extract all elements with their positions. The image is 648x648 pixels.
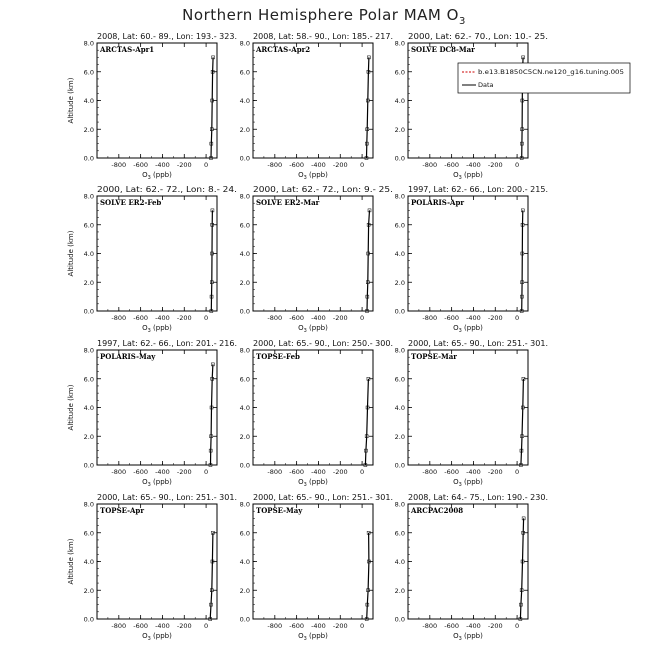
x-tick-label: -800 — [111, 622, 127, 630]
plot-frame — [253, 43, 373, 158]
panel-header: 1997, Lat: 62.- 66., Lon: 200.- 215. — [408, 185, 548, 194]
panel-12 — [395, 493, 548, 642]
y-axis-label: Altitude (km) — [67, 77, 75, 124]
panel-8 — [240, 339, 393, 488]
x-tick-label: -200 — [487, 622, 503, 630]
x-tick-label: -200 — [487, 161, 503, 169]
campaign-label: ARCPAC2008 — [411, 506, 464, 515]
legend-model-label: b.e13.B1850C5CN.ne120_g16.tuning.005 — [478, 68, 624, 76]
plot-frame — [97, 504, 217, 619]
x-tick-label: -800 — [267, 314, 283, 322]
y-axis-label: Altitude (km) — [67, 384, 75, 431]
x-tick-label: -800 — [267, 622, 283, 630]
campaign-label: ARCTAS-Apr2 — [256, 45, 311, 54]
x-tick-label: -400 — [466, 622, 481, 630]
campaign-label: ARCTAS-Apr1 — [100, 45, 155, 54]
x-tick-label: 0 — [204, 314, 209, 322]
y-tick-label: 0.0 — [394, 154, 405, 163]
panel-header: 2000, Lat: 65.- 90., Lon: 251.- 301. — [253, 493, 393, 502]
panel-header: 2008, Lat: 58.- 90., Lon: 185.- 217. — [253, 32, 393, 41]
campaign-label: SOLVE ER2-Feb — [100, 198, 162, 207]
y-tick-label: 8.0 — [83, 39, 94, 48]
x-tick-label: -200 — [176, 468, 192, 476]
y-tick-label: 8.0 — [83, 500, 94, 509]
y-tick-label: 0.0 — [239, 461, 250, 470]
panel-header: 1997, Lat: 62.- 66., Lon: 201.- 216. — [97, 339, 237, 348]
panel-header: 2000, Lat: 65.- 90., Lon: 251.- 301. — [408, 339, 548, 348]
y-tick-label: 8.0 — [394, 500, 405, 509]
x-tick-label: -800 — [111, 468, 127, 476]
panel-header: 2000, Lat: 62.- 72., Lon: 8.- 24. — [97, 185, 237, 194]
y-tick-label: 2.0 — [239, 432, 250, 441]
y-tick-label: 6.0 — [239, 221, 250, 230]
panel-4 — [67, 185, 237, 334]
y-tick-label: 2.0 — [239, 586, 250, 595]
plot-frame — [408, 196, 528, 311]
x-tick-label: -800 — [267, 161, 283, 169]
y-tick-label: 4.0 — [83, 404, 94, 412]
y-tick-label: 6.0 — [239, 529, 250, 538]
x-axis-label: $O_3$ (ppb) — [298, 478, 328, 488]
y-tick-label: 2.0 — [83, 586, 94, 595]
y-tick-label: 6.0 — [394, 529, 405, 538]
x-tick-label: -400 — [155, 314, 170, 322]
y-tick-label: 2.0 — [83, 278, 94, 287]
y-tick-label: 0.0 — [83, 154, 94, 163]
y-tick-label: 2.0 — [239, 125, 250, 134]
y-tick-label: 2.0 — [239, 278, 250, 287]
y-tick-label: 0.0 — [239, 615, 250, 624]
panel-3 — [395, 32, 630, 181]
x-axis-label: $O_3$ (ppb) — [453, 478, 483, 488]
x-tick-label: -400 — [466, 314, 481, 322]
x-tick-label: -600 — [133, 468, 149, 476]
plot-frame — [253, 196, 373, 311]
data-series-line — [211, 210, 212, 311]
x-axis-label: $O_3$ (ppb) — [142, 171, 172, 181]
x-tick-label: -200 — [176, 622, 192, 630]
y-tick-label: 6.0 — [394, 375, 405, 384]
y-tick-label: 8.0 — [394, 192, 405, 201]
y-tick-label: 6.0 — [83, 375, 94, 384]
campaign-label: SOLVE DC8-Mar — [411, 45, 475, 54]
x-tick-label: -800 — [422, 622, 438, 630]
y-tick-label: 0.0 — [239, 307, 250, 316]
x-tick-label: 0 — [515, 622, 520, 630]
x-tick-label: 0 — [515, 314, 520, 322]
data-series-line — [520, 518, 523, 619]
campaign-label: POLARIS-Apr — [411, 198, 465, 207]
panel-header: 2000, Lat: 65.- 90., Lon: 250.- 300. — [253, 339, 393, 348]
y-tick-label: 4.0 — [239, 404, 250, 412]
plot-frame — [97, 196, 217, 311]
x-tick-label: -600 — [133, 314, 149, 322]
x-tick-label: -600 — [289, 314, 305, 322]
x-axis-label: $O_3$ (ppb) — [453, 324, 483, 334]
y-tick-label: 8.0 — [394, 39, 405, 48]
x-axis-label: $O_3$ (ppb) — [453, 632, 483, 642]
x-tick-label: -600 — [289, 468, 305, 476]
y-tick-label: 8.0 — [239, 500, 250, 509]
x-tick-label: -800 — [267, 468, 283, 476]
y-tick-label: 8.0 — [239, 346, 250, 355]
y-tick-label: 0.0 — [394, 615, 405, 624]
panel-2 — [240, 32, 393, 181]
x-tick-label: -400 — [466, 161, 481, 169]
x-tick-label: 0 — [360, 314, 365, 322]
x-tick-label: 0 — [515, 161, 520, 169]
y-tick-label: 0.0 — [239, 154, 250, 163]
x-tick-label: -400 — [155, 161, 170, 169]
y-tick-label: 4.0 — [83, 97, 94, 105]
x-axis-label: $O_3$ (ppb) — [142, 478, 172, 488]
x-tick-label: -200 — [487, 314, 503, 322]
x-tick-label: 0 — [360, 161, 365, 169]
y-tick-label: 6.0 — [394, 68, 405, 77]
x-tick-label: -400 — [311, 622, 326, 630]
campaign-label: TOPSE-May — [256, 506, 303, 515]
panel-header: 2008, Lat: 60.- 89., Lon: 193.- 323. — [97, 32, 237, 41]
x-tick-label: -400 — [311, 314, 326, 322]
x-tick-label: -800 — [422, 161, 438, 169]
y-axis-label: Altitude (km) — [67, 538, 75, 585]
x-tick-label: -800 — [422, 468, 438, 476]
x-tick-label: -800 — [111, 314, 127, 322]
plot-frame — [408, 43, 528, 158]
x-tick-label: -200 — [332, 161, 348, 169]
figure-title-text: Northern Hemisphere Polar MAM O — [182, 6, 459, 24]
plot-frame — [408, 504, 528, 619]
panel-header: 2000, Lat: 62.- 70., Lon: 10.- 25. — [408, 32, 548, 41]
x-tick-label: -200 — [176, 161, 192, 169]
plot-frame — [253, 350, 373, 465]
campaign-label: TOPSE-Mar — [411, 352, 457, 361]
y-tick-label: 2.0 — [394, 125, 405, 134]
x-tick-label: -200 — [487, 468, 503, 476]
x-tick-label: -600 — [444, 314, 460, 322]
y-tick-label: 4.0 — [83, 558, 94, 566]
y-tick-label: 6.0 — [239, 375, 250, 384]
x-tick-label: -400 — [155, 622, 170, 630]
y-tick-label: 4.0 — [83, 250, 94, 258]
campaign-label: SOLVE ER2-Mar — [256, 198, 320, 207]
x-tick-label: -200 — [332, 468, 348, 476]
y-tick-label: 6.0 — [394, 221, 405, 230]
data-series-line — [522, 210, 523, 311]
x-tick-label: -600 — [444, 622, 460, 630]
y-tick-label: 6.0 — [83, 529, 94, 538]
y-tick-label: 8.0 — [83, 346, 94, 355]
panel-6 — [395, 185, 548, 334]
x-tick-label: -400 — [466, 468, 481, 476]
figure-title-subscript: 3 — [458, 16, 466, 27]
x-axis-label: $O_3$ (ppb) — [298, 324, 328, 334]
x-tick-label: -800 — [111, 161, 127, 169]
x-tick-label: -600 — [289, 622, 305, 630]
panel-header: 2000, Lat: 65.- 90., Lon: 251.- 301. — [97, 493, 237, 502]
x-tick-label: -800 — [422, 314, 438, 322]
x-tick-label: -400 — [311, 468, 326, 476]
y-tick-label: 6.0 — [83, 68, 94, 77]
y-tick-label: 0.0 — [394, 307, 405, 316]
y-tick-label: 4.0 — [394, 404, 405, 412]
plot-frame — [97, 350, 217, 465]
x-tick-label: -600 — [133, 161, 149, 169]
panel-header: 2000, Lat: 62.- 72., Lon: 9.- 25. — [253, 185, 393, 194]
x-tick-label: -600 — [133, 622, 149, 630]
y-tick-label: 6.0 — [239, 68, 250, 77]
y-tick-label: 4.0 — [239, 250, 250, 258]
x-tick-label: -600 — [444, 161, 460, 169]
campaign-label: POLARIS-May — [100, 352, 156, 361]
y-tick-label: 0.0 — [394, 461, 405, 470]
y-tick-label: 4.0 — [239, 558, 250, 566]
y-tick-label: 6.0 — [83, 221, 94, 230]
x-tick-label: 0 — [515, 468, 520, 476]
x-tick-label: 0 — [204, 161, 209, 169]
panel-7 — [67, 339, 237, 488]
plot-frame — [97, 43, 217, 158]
x-tick-label: -200 — [332, 622, 348, 630]
x-tick-label: 0 — [360, 622, 365, 630]
x-tick-label: -600 — [289, 161, 305, 169]
panel-11 — [240, 493, 393, 642]
panel-10 — [67, 493, 237, 642]
legend-data-label: Data — [478, 81, 494, 89]
y-tick-label: 8.0 — [83, 192, 94, 201]
plot-frame — [253, 504, 373, 619]
panel-9 — [395, 339, 548, 488]
x-axis-label: $O_3$ (ppb) — [298, 632, 328, 642]
y-tick-label: 8.0 — [394, 346, 405, 355]
campaign-label: TOPSE-Feb — [256, 352, 300, 361]
x-tick-label: -400 — [311, 161, 326, 169]
campaign-label: TOPSE-Apr — [100, 506, 145, 515]
y-tick-label: 8.0 — [239, 39, 250, 48]
x-tick-label: 0 — [360, 468, 365, 476]
x-tick-label: -600 — [444, 468, 460, 476]
x-axis-label: $O_3$ (ppb) — [298, 171, 328, 181]
y-tick-label: 2.0 — [83, 125, 94, 134]
x-tick-label: -200 — [332, 314, 348, 322]
x-tick-label: 0 — [204, 468, 209, 476]
y-tick-label: 4.0 — [394, 558, 405, 566]
panel-1 — [67, 32, 237, 181]
y-tick-label: 0.0 — [83, 615, 94, 624]
y-tick-label: 4.0 — [394, 250, 405, 258]
y-tick-label: 0.0 — [83, 461, 94, 470]
x-tick-label: -200 — [176, 314, 192, 322]
y-tick-label: 2.0 — [394, 278, 405, 287]
panel-5 — [240, 185, 393, 334]
y-tick-label: 2.0 — [394, 432, 405, 441]
x-axis-label: $O_3$ (ppb) — [142, 324, 172, 334]
y-tick-label: 2.0 — [394, 586, 405, 595]
y-tick-label: 0.0 — [83, 307, 94, 316]
panel-header: 2008, Lat: 64.- 75., Lon: 190.- 230. — [408, 493, 548, 502]
y-tick-label: 2.0 — [83, 432, 94, 441]
x-axis-label: $O_3$ (ppb) — [142, 632, 172, 642]
x-tick-label: 0 — [204, 622, 209, 630]
plot-frame — [408, 350, 528, 465]
y-tick-label: 8.0 — [239, 192, 250, 201]
y-tick-label: 4.0 — [394, 97, 405, 105]
x-axis-label: $O_3$ (ppb) — [453, 171, 483, 181]
y-axis-label: Altitude (km) — [67, 230, 75, 277]
y-tick-label: 4.0 — [239, 97, 250, 105]
x-tick-label: -400 — [155, 468, 170, 476]
